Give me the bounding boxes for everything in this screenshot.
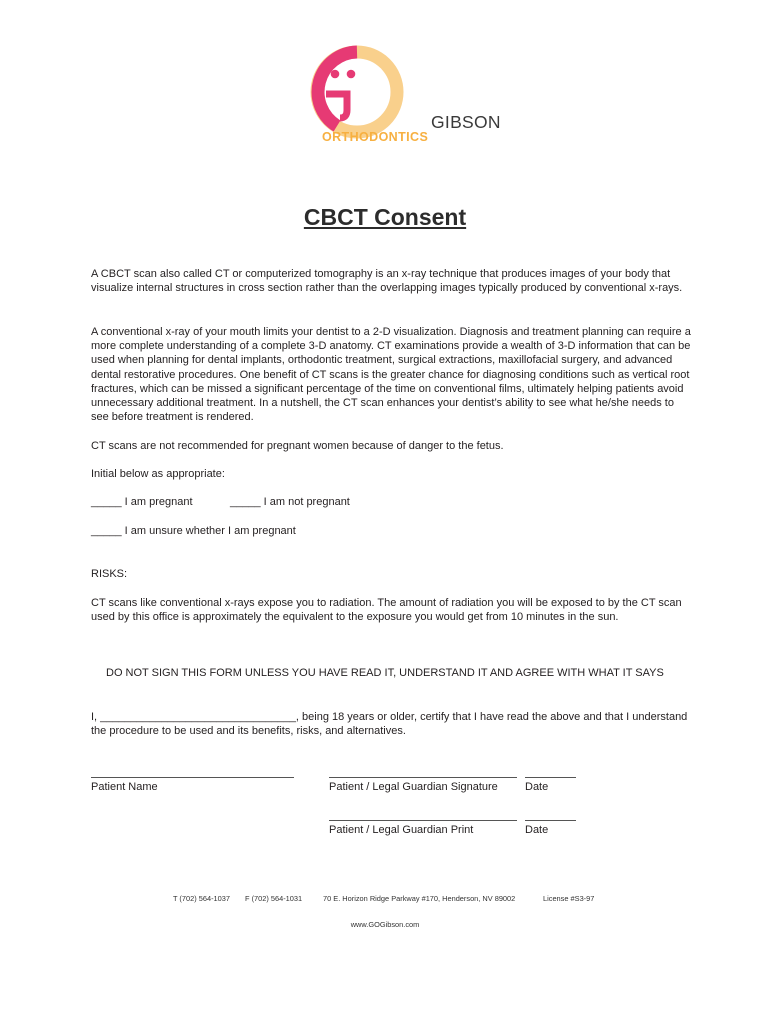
guardian-signature-label: Patient / Legal Guardian Signature [329,781,498,793]
intro-paragraph: A CBCT scan also called CT or computerized tomography is an x-ray technique that produces images of your body that visualize internal structures in cross section rather than the overlapping images typically produced by conventional x-rays. [91,268,683,295]
guardian-signature-line[interactable] [329,777,517,778]
patient-name-line[interactable] [91,777,294,778]
brand-subname: ORTHODONTICS [322,130,429,144]
patient-name-label: Patient Name [91,781,158,793]
page-title: CBCT Consent [303,204,467,230]
guardian-print-label: Patient / Legal Guardian Print [329,824,474,836]
initial-instruction: Initial below as appropriate: [91,468,225,480]
gibson-orthodontics-logo [300,44,501,149]
detail-paragraph: A conventional x-ray of your mouth limits your dentist to a 2-D visualization. Diagnosis and treatment planning can require a more complete understanding of a complete 3-D anatomy. CT examinations provide a wealth of 3-D information that can be used when planning for dental implants, orthodontic treatment, surgical extractions, maxillofacial surgery, and advanced dental restorative procedures. One benefit of CT scans is the greater chance for diagnosing conditions such as vertical root fractures, which can be missed a significant percentage of the time on conventional films, ultimately helping patients avoid unnecessary additional treatment. In a nutshell, the CT scan enhances your dentist’s ability to see what he/she needs to see before treatment is rendered. [91,326,691,424]
risks-paragraph: CT scans like conventional x-rays expose you to radiation. The amount of radiation you will be exposed to by the CT scan used by this office is approximately the equivalent to the exposure you would get from 10 minutes in the sun. [91,597,682,624]
option-not-pregnant[interactable]: _____ I am not pregnant [230,496,350,508]
footer-address: 70 E. Horizon Ridge Parkway #170, Henderson, NV 89002 [323,894,516,903]
certify-paragraph[interactable]: I, ________________________________, being 18 years or older, certify that I have read the above and that I understand the procedure to be used and its benefits, risks, and alternatives. [91,711,688,738]
date-label-1: Date [525,781,549,793]
date-line-2[interactable] [525,820,576,821]
footer-phone: T (702) 564-1037 [173,894,230,903]
risks-heading: RISKS: [91,568,128,580]
date-label-2: Date [525,824,549,836]
sign-warning: DO NOT SIGN THIS FORM UNLESS YOU HAVE READ IT, UNDERSTAND IT AND AGREE WITH WHAT IT SAYS [106,667,664,679]
guardian-print-line[interactable] [329,820,517,821]
footer-website[interactable]: www.GOGibson.com [350,920,420,929]
date-line-1[interactable] [525,777,576,778]
option-pregnant[interactable]: _____ I am pregnant [91,496,193,508]
brand-name: GIBSON [431,112,501,132]
footer-license: License #S3-97 [543,894,595,903]
option-unsure[interactable]: _____ I am unsure whether I am pregnant [91,525,296,537]
pregnancy-warning: CT scans are not recommended for pregnant women because of danger to the fetus. [91,440,504,452]
footer-fax: F (702) 564-1031 [245,894,303,903]
